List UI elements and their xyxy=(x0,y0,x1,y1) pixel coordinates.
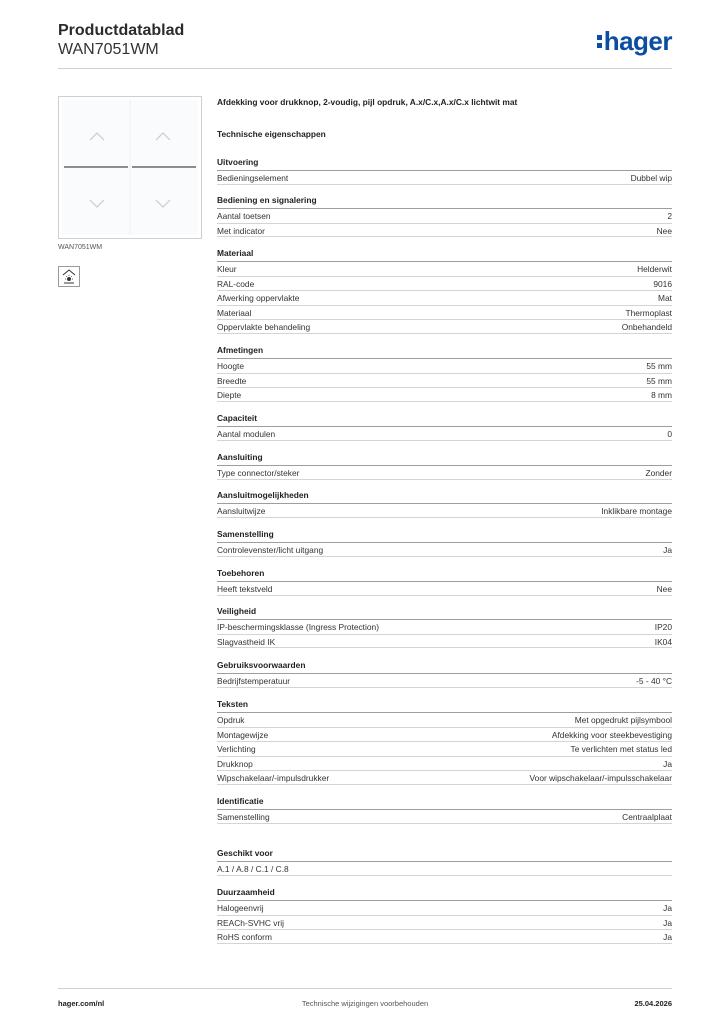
spec-row xyxy=(217,223,672,238)
spec-row xyxy=(217,581,672,596)
spec-value: Voor wipschakelaar/-impulsschakelaar xyxy=(529,773,672,783)
spec-section-title: Aansluitmogelijkheden xyxy=(217,490,309,500)
spec-section xyxy=(217,451,672,480)
spec-label: Breedte xyxy=(217,375,247,386)
spec-row xyxy=(217,712,672,727)
spec-row xyxy=(217,503,672,518)
spec-label: Heeft tekstveld xyxy=(217,584,273,594)
spec-section xyxy=(217,528,672,557)
spec-row xyxy=(217,770,672,785)
document-title: Productdatablad xyxy=(58,22,185,39)
spec-value: Ja xyxy=(663,545,672,555)
spec-value: Ja xyxy=(663,917,672,928)
spec-label: Aantal modulen xyxy=(217,429,276,439)
spec-value: 9016 xyxy=(653,278,672,289)
spec-section-title: Uitvoering xyxy=(217,157,259,167)
spec-label: Diepte xyxy=(217,390,242,400)
spec-row xyxy=(217,319,672,334)
spec-row xyxy=(217,426,672,441)
spec-section xyxy=(217,795,672,824)
footer-disclaimer: Technische wijzigingen voorbehouden xyxy=(301,999,429,1008)
spec-label: Drukknop xyxy=(217,758,253,769)
spec-section-title: Toebehoren xyxy=(217,568,265,578)
spec-section xyxy=(217,412,672,441)
spec-value: Met opgedrukt pijlsymbool xyxy=(574,715,672,725)
spec-label: Samenstelling xyxy=(217,812,270,822)
spec-section xyxy=(217,194,672,237)
spec-section xyxy=(217,698,672,785)
spec-row xyxy=(217,290,672,305)
spec-label: Opdruk xyxy=(217,715,245,725)
spec-label: RoHS conform xyxy=(217,932,272,942)
spec-value: Nee xyxy=(656,225,672,236)
spec-label: Type connector/steker xyxy=(217,468,300,478)
spec-row xyxy=(217,915,672,930)
spec-section-title: Geschikt voor xyxy=(217,848,273,858)
spec-row xyxy=(217,542,672,557)
spec-section-title: Gebruiksvoorwaarden xyxy=(217,660,306,670)
spec-row xyxy=(217,741,672,756)
spec-row xyxy=(217,900,672,915)
spec-section-title: Teksten xyxy=(217,699,249,709)
spec-value: IP20 xyxy=(654,622,672,632)
spec-label: Wipschakelaar/-impulsdrukker xyxy=(217,773,330,783)
spec-row xyxy=(217,276,672,291)
spec-section xyxy=(217,489,672,518)
spec-label: Montagewijze xyxy=(217,729,269,740)
spec-value: Ja xyxy=(663,903,672,913)
spec-value: IK04 xyxy=(654,636,672,647)
spec-section xyxy=(217,156,672,185)
page-footer xyxy=(58,988,672,1007)
spec-label: Aantal toetsen xyxy=(217,211,271,221)
spec-section xyxy=(217,128,672,140)
spec-section-title: Materiaal xyxy=(217,248,254,258)
spec-row xyxy=(217,170,672,185)
spec-row xyxy=(217,929,672,944)
product-description: Afdekking voor drukknop, 2-voudig, pijl opdruk, A.x/C.x,A.x/C.x lichtwit mat xyxy=(217,97,518,107)
spec-label: Materiaal xyxy=(217,307,252,318)
spec-label: Verlichting xyxy=(217,744,256,754)
spec-label: Bedieningselement xyxy=(217,173,289,183)
logo-text: hager xyxy=(603,26,672,56)
spec-section-title: Afmetingen xyxy=(217,345,264,355)
hager-logo xyxy=(597,26,672,56)
spec-value: 55 mm xyxy=(646,361,672,371)
spec-value: Mat xyxy=(658,293,672,303)
spec-label: Aansluitwijze xyxy=(217,506,266,516)
spec-value: -5 - 40 °C xyxy=(636,676,672,686)
spec-section-title: Samenstelling xyxy=(217,529,274,539)
spec-section-title: Capaciteit xyxy=(217,413,258,423)
indoor-use-icon xyxy=(58,266,80,287)
spec-row xyxy=(217,373,672,388)
footer-date: 25.04.2026 xyxy=(634,999,672,1008)
page-header xyxy=(58,22,672,69)
spec-label: A.1 / A.8 / C.1 / C.8 xyxy=(217,864,289,874)
spec-value: Ja xyxy=(663,758,672,769)
spec-value: Centraalplaat xyxy=(622,812,672,822)
spec-value: Helderwit xyxy=(637,264,672,274)
spec-section xyxy=(217,605,672,648)
spec-value: Thermoplast xyxy=(625,307,672,318)
spec-value: 2 xyxy=(667,211,672,221)
spec-section-title: Veiligheid xyxy=(217,606,257,616)
spec-value: Nee xyxy=(656,584,672,594)
spec-label: Hoogte xyxy=(217,361,245,371)
document-subtitle: WAN7051WM xyxy=(58,41,159,58)
spec-label: Halogeenvrij xyxy=(217,903,264,913)
spec-row xyxy=(217,756,672,771)
spec-section xyxy=(217,847,672,876)
spec-section-title: Technische eigenschappen xyxy=(217,129,326,139)
spec-section xyxy=(217,247,672,334)
spec-row xyxy=(217,673,672,688)
spec-label: Kleur xyxy=(217,264,237,274)
spec-label: Met indicator xyxy=(217,225,265,236)
spec-label: REACh-SVHC vrij xyxy=(217,917,285,928)
spec-section xyxy=(217,886,672,944)
spec-row xyxy=(217,727,672,742)
rocker-cover-2-fold-icon xyxy=(62,100,198,235)
footer-website: hager.com/nl xyxy=(58,999,105,1008)
spec-section xyxy=(217,567,672,596)
spec-row xyxy=(217,387,672,402)
spec-row xyxy=(217,861,672,876)
spec-section xyxy=(217,344,672,402)
spec-label: Bedrijfstemperatuur xyxy=(217,676,291,686)
spec-section-title: Duurzaamheid xyxy=(217,887,275,897)
spec-value: Te verlichten met status led xyxy=(570,744,672,754)
spec-value: Dubbel wip xyxy=(630,173,672,183)
spec-value: Afdekking voor steekbevestiging xyxy=(551,729,672,740)
product-image-frame xyxy=(58,96,202,239)
spec-value: Onbehandeld xyxy=(621,322,672,332)
spec-section xyxy=(217,659,672,688)
spec-value: 0 xyxy=(667,429,672,439)
spec-row xyxy=(217,619,672,634)
spec-value: 8 mm xyxy=(651,390,672,400)
spec-label: IP-beschermingsklasse (Ingress Protection) xyxy=(217,622,379,632)
spec-label: Oppervlakte behandeling xyxy=(217,322,311,332)
spec-row xyxy=(217,261,672,276)
spec-label: Afwerking oppervlakte xyxy=(217,293,300,303)
spec-section-title: Bediening en signalering xyxy=(217,195,317,205)
spec-value: Ja xyxy=(663,932,672,942)
spec-row xyxy=(217,358,672,373)
spec-value: 55 mm xyxy=(646,375,672,386)
product-code-label: WAN7051WM xyxy=(58,244,103,251)
spec-value: Zonder xyxy=(645,468,672,478)
spec-label: RAL-code xyxy=(217,278,255,289)
spec-row xyxy=(217,305,672,320)
spec-label: Controlevenster/licht uitgang xyxy=(217,545,324,555)
spec-row xyxy=(217,208,672,223)
spec-row xyxy=(217,634,672,649)
logo-mark-icon xyxy=(597,35,602,48)
spec-section-title: Aansluiting xyxy=(217,452,263,462)
spec-value: Inklikbare montage xyxy=(601,506,672,516)
spec-row xyxy=(217,465,672,480)
spec-content xyxy=(217,96,672,942)
spec-section-title: Identificatie xyxy=(217,796,264,806)
spec-row xyxy=(217,809,672,824)
spec-label: Slagvastheid IK xyxy=(217,636,276,647)
